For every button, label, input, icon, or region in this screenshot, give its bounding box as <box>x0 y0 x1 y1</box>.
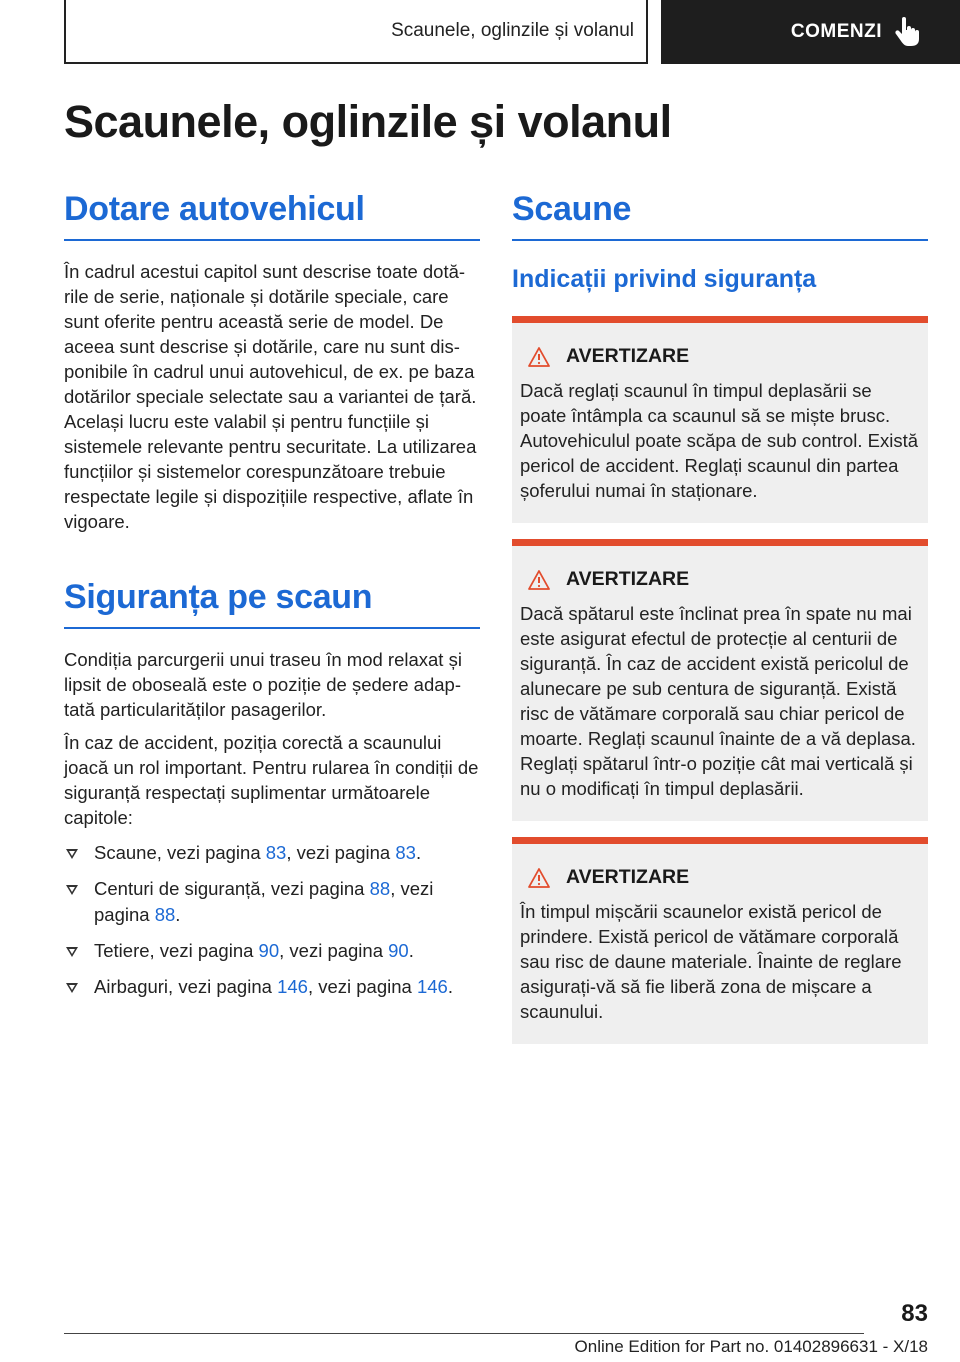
header-section-label: Scaunele, oglinzile și volanul <box>391 20 634 41</box>
right-column <box>512 190 928 1044</box>
warning-box <box>512 539 928 821</box>
page-link[interactable]: 88 <box>154 904 176 925</box>
triangle-bullet-icon <box>66 849 78 859</box>
triangle-bullet-icon <box>66 983 78 993</box>
section-title-siguranta: Siguranța pe scaun <box>64 578 480 629</box>
tab-comenzi-label: COMENZI <box>790 21 882 42</box>
warning-label: AVERTIZARE <box>566 568 690 590</box>
page-link[interactable]: 146 <box>416 976 448 997</box>
left-column <box>64 190 480 1010</box>
triangle-bullet-icon <box>66 885 78 895</box>
list-item: Tetiere, vezi pagina 90, vezi pagina 90. <box>64 938 480 964</box>
warning-triangle-icon <box>528 868 550 888</box>
paragraph-siguranta-2: În caz de accident, poziția corectă a scaunului joacă un rol important. Pentru rularea în condiții de siguranță respectați suplimentar următoarele capitole: <box>64 732 479 828</box>
warning-header <box>520 866 920 889</box>
warning-box <box>512 837 928 1044</box>
paragraph-siguranta-1: Condiția parcurgerii unui traseu în mod relaxat și lipsit de oboseală este o poziție de ședere adaptată particularităților pasagerilor. <box>64 649 462 720</box>
tab-comenzi[interactable] <box>661 0 960 64</box>
hand-pointer-icon <box>894 17 920 47</box>
warning-box <box>512 316 928 523</box>
page-title: Scaunele, oglinzile și volanul <box>64 96 672 147</box>
warning-label: AVERTIZARE <box>566 866 690 888</box>
warning-triangle-icon <box>528 347 550 367</box>
warning-text: În timpul mișcării scaunelor există pericol de prindere. Există pericol de vătămare corporală sau risc de daune materiale. Înainte de reglare asigurați-vă să fie liberă zona de mișcare a scaunului. <box>520 901 902 1022</box>
section-title-scaune: Scaune <box>512 190 928 241</box>
page-link[interactable]: 83 <box>395 842 416 863</box>
triangle-bullet-icon <box>66 947 78 957</box>
list-item: Airbaguri, vezi pagina 146, vezi pagina 146. <box>64 974 480 1000</box>
page-link[interactable]: 83 <box>265 842 287 863</box>
page-link[interactable]: 90 <box>258 940 280 961</box>
warning-header <box>520 345 920 368</box>
warning-header <box>520 568 920 591</box>
page-link[interactable]: 146 <box>277 976 308 997</box>
section-title-dotare: Dotare autovehicul <box>64 190 480 241</box>
header-section-title <box>64 0 648 64</box>
page-link[interactable]: 88 <box>369 878 391 899</box>
footer-edition: Online Edition for Part no. 01402896631 - X/18 <box>574 1337 928 1356</box>
page-link[interactable]: 90 <box>388 940 409 961</box>
warning-text: Dacă spătarul este înclinat prea în spate nu mai este asigurat efectul de protecție al centurii de siguranță. În caz de accident există pericolul de alunecare pe sub centura de siguranță. Există risc de vătămare corporală sau chiar pericol de moarte. Reglați scaunul înainte de a vă deplasa. Reglați spătarul într-o poziție cât mai verticală și nu o modificați în timpul deplasării. <box>520 603 916 799</box>
list-item: Centuri de siguranță, vezi pagina 88, vezi pagina 88. <box>64 876 480 928</box>
reference-list <box>64 840 480 1000</box>
page-number: 83 <box>901 1300 928 1327</box>
warning-label: AVERTIZARE <box>566 345 690 367</box>
list-item: Scaune, vezi pagina 83, vezi pagina 83. <box>64 840 480 866</box>
section-text-dotare: În cadrul acestui capitol sunt descrise toate dotările de serie, naționale și dotările speciale, care sunt oferite pentru această serie de model. De aceea sunt descrise și dotările, care nu sunt disponibile în cadrul unui autovehicul, de ex. pe baza dotărilor speciale selectate sau a variantei de țară. Același lucru este valabil și pentru funcțiile și sistemele relevante pentru securitate. La utilizarea funcțiilor și sistemelor corespunzătoare trebuie respectate legile și dispozițiile respective, aflate în vigoare. <box>64 261 477 532</box>
warning-text: Dacă reglați scaunul în timpul deplasării se poate întâmpla ca scaunul să se miște brusc. Autovehiculul poate scăpa de sub control. Există pericol de accident. Reglați scaunul din partea șoferului numai în staționare. <box>520 380 918 501</box>
subsection-title-indicatii: Indicații privind siguranța <box>512 265 817 293</box>
footer-divider <box>64 1333 864 1334</box>
warning-triangle-icon <box>528 570 550 590</box>
